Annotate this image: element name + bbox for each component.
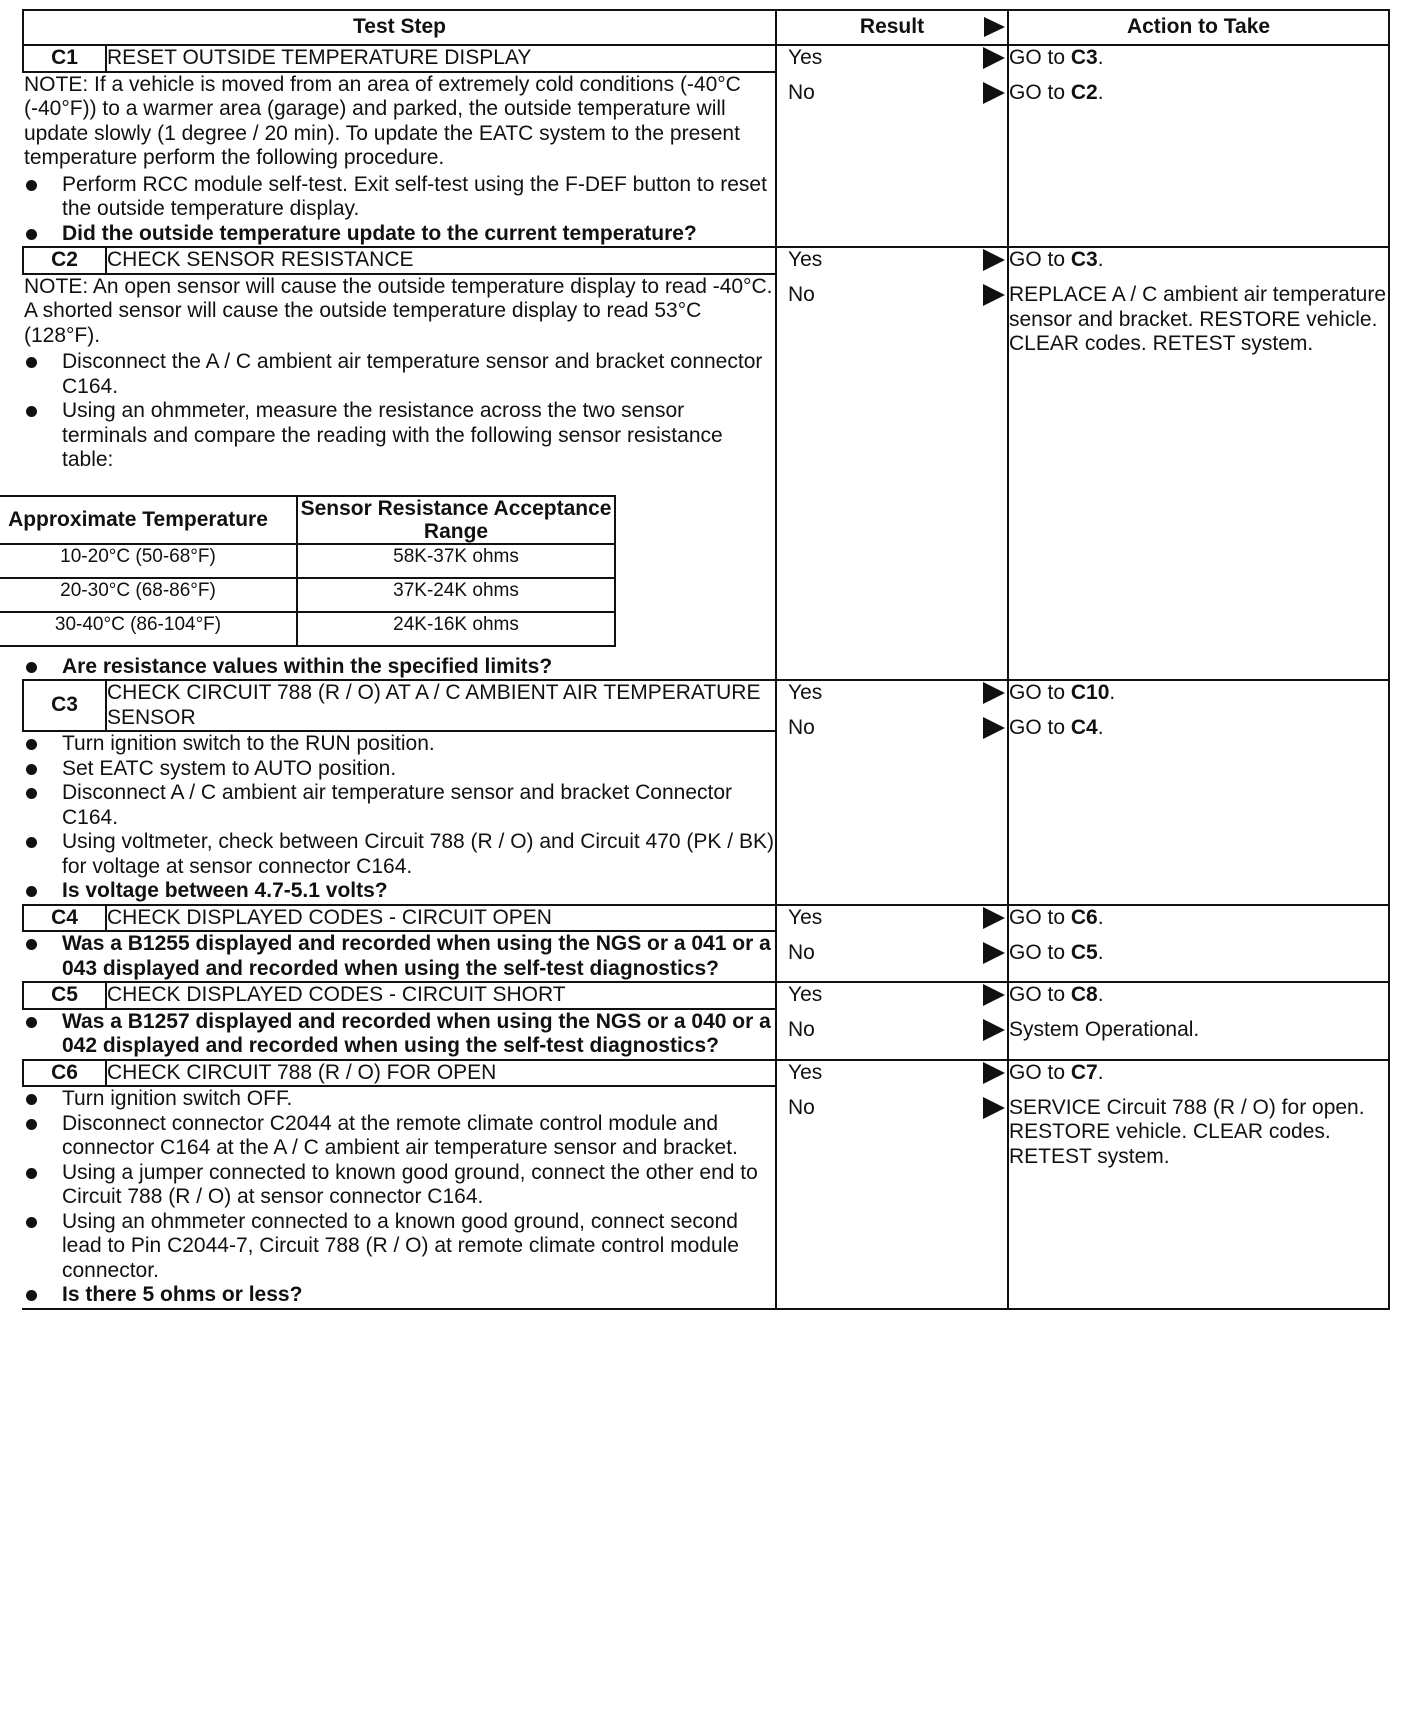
action-prefix: GO to — [1009, 81, 1071, 104]
result-cell — [776, 680, 1008, 905]
action-suffix: . — [1097, 1060, 1104, 1084]
result-label: No — [788, 81, 815, 104]
bullet-icon — [26, 837, 37, 848]
action-text — [1009, 906, 1388, 941]
result-cell — [776, 247, 1008, 680]
result-cell — [776, 982, 1008, 1060]
arrow-right-icon — [983, 82, 1005, 104]
result-label: No — [788, 940, 815, 964]
action-target-step: C8 — [1070, 983, 1098, 1006]
action-target-step: C2 — [1070, 81, 1098, 104]
arrow-right-icon — [983, 907, 1005, 929]
action-suffix: . — [1097, 905, 1104, 929]
action-prefix: GO to — [1009, 248, 1071, 271]
step-bullet — [24, 830, 775, 879]
result-line — [777, 941, 1007, 976]
action-text — [1009, 46, 1388, 81]
result-line — [777, 716, 1007, 751]
step-bullet — [24, 732, 775, 757]
bullet-text: Turn ignition switch to the RUN position. — [62, 732, 435, 755]
action-cell — [1008, 680, 1389, 905]
action-text — [1009, 1061, 1388, 1096]
resistance-cell: 37K-24K ohms — [297, 578, 615, 612]
result-label: No — [788, 1018, 815, 1041]
step-title: CHECK DISPLAYED CODES - CIRCUIT OPEN — [106, 905, 776, 932]
bullet-text: Turn ignition switch OFF. — [62, 1087, 293, 1110]
resistance-cell: 24K-16K ohms — [297, 612, 615, 646]
step-body — [23, 731, 776, 905]
step-bullets — [24, 1010, 775, 1059]
bullet-text: Is voltage between 4.7-5.1 volts? — [62, 879, 388, 902]
result-line — [777, 1096, 1007, 1131]
step-question — [24, 932, 775, 981]
bullet-icon — [26, 764, 37, 775]
bullet-text: Using an ohmmeter, measure the resistance across the two sensor terminals and compare the reading with the following sensor resistance table: — [62, 399, 723, 471]
step-title: CHECK CIRCUIT 788 (R / O) AT A / C AMBIENT AIR TEMPERATURE SENSOR — [106, 680, 776, 731]
step-bullet — [24, 399, 775, 473]
action-prefix: REPLACE A / C ambient air temperature sensor and bracket. RESTORE vehicle. CLEAR codes. RETEST system. — [1009, 283, 1387, 355]
action-cell — [1008, 982, 1389, 1060]
action-cell — [1008, 905, 1389, 983]
header-action: Action to Take — [1008, 10, 1389, 45]
result-cell — [776, 905, 1008, 983]
bullet-text: Using voltmeter, check between Circuit 788 (R / O) and Circuit 470 (PK / BK) for voltage at sensor connector C164. — [62, 830, 774, 878]
bullet-text: Did the outside temperature update to the current temperature? — [62, 221, 697, 245]
bullet-icon — [26, 1094, 37, 1105]
step-bullets — [24, 1087, 775, 1308]
arrow-right-icon — [983, 47, 1005, 69]
resistance-table — [0, 495, 616, 647]
step-title-row — [23, 680, 1389, 731]
arrow-right-icon — [983, 1097, 1005, 1119]
result-line — [777, 46, 1007, 81]
bullet-text: Perform RCC module self-test. Exit self-test using the F-DEF button to reset the outside temperature display. — [62, 172, 767, 220]
step-note: NOTE: If a vehicle is moved from an area of extremely cold conditions (-40°C (-40°F)) to a warmer area (garage) and parked, the outside temperature will update slowly (1 degree / 20 min). To update the EATC system to the present temperature perform the following procedure. — [24, 72, 741, 169]
result-line — [777, 681, 1007, 716]
step-bullets — [24, 350, 775, 473]
step-id: C5 — [23, 982, 106, 1009]
action-prefix: GO to — [1009, 940, 1071, 964]
step-title-row — [23, 45, 1389, 72]
action-prefix: GO to — [1009, 716, 1071, 739]
result-line — [777, 1018, 1007, 1053]
step-id: C2 — [23, 247, 106, 274]
action-suffix: . — [1097, 940, 1104, 964]
step-question — [24, 1283, 775, 1308]
arrow-right-icon — [983, 717, 1005, 739]
action-target-step: C4 — [1070, 716, 1098, 739]
bullet-icon — [26, 788, 37, 799]
step-title: RESET OUTSIDE TEMPERATURE DISPLAY — [106, 45, 776, 72]
action-target-step: C3 — [1070, 248, 1098, 271]
question-text: Are resistance values within the specified limits? — [62, 654, 553, 678]
bullet-icon — [26, 886, 37, 897]
action-suffix: . — [1097, 46, 1104, 69]
step-bullet — [24, 1112, 775, 1161]
step-id: C3 — [23, 680, 106, 731]
bullet-text: Using a jumper connected to known good ground, connect the other end to Circuit 788 (R / O) at sensor connector C164. — [62, 1160, 758, 1208]
bullet-icon — [26, 406, 37, 417]
action-prefix: GO to — [1009, 46, 1071, 69]
action-suffix: . — [1109, 681, 1116, 704]
bullet-text: Was a B1255 displayed and recorded when using the NGS or a 041 or a 043 displayed and recorded when using the self-test diagnostics? — [62, 932, 771, 980]
arrow-right-icon — [983, 1062, 1005, 1084]
action-text — [1009, 1096, 1388, 1170]
action-text — [1009, 941, 1388, 976]
header-result-label: Result — [859, 15, 925, 39]
resistance-header-row — [0, 496, 615, 544]
action-target-step: C10 — [1070, 681, 1110, 704]
step-id: C4 — [23, 905, 106, 932]
step-bullets — [24, 932, 775, 981]
action-cell — [1008, 45, 1389, 247]
result-line — [777, 1061, 1007, 1096]
result-label: No — [788, 283, 815, 306]
action-text — [1009, 983, 1388, 1018]
result-line — [777, 906, 1007, 941]
action-suffix: . — [1097, 248, 1104, 271]
step-bullet — [24, 350, 775, 399]
header-result — [776, 10, 1008, 45]
step-title-row — [23, 247, 1389, 274]
step-body — [23, 72, 776, 248]
result-label: No — [788, 716, 815, 739]
step-body — [23, 1086, 776, 1309]
result-label: Yes — [788, 681, 823, 704]
step-bullet — [24, 1210, 775, 1284]
step-bullets — [24, 655, 775, 680]
action-text — [1009, 81, 1388, 116]
step-bullet — [24, 1161, 775, 1210]
step-bullet — [24, 781, 775, 830]
bullet-text: Disconnect connector C2044 at the remote climate control module and connector C164 at the A / C ambient air temperature sensor and bracket. — [62, 1111, 738, 1159]
result-cell — [776, 1060, 1008, 1309]
action-target-step: C6 — [1070, 905, 1098, 929]
action-text — [1009, 716, 1388, 751]
resistance-table-wrap — [0, 495, 775, 647]
temperature-cell: 10-20°C (50-68°F) — [0, 544, 297, 578]
result-label: No — [788, 1095, 815, 1119]
action-text — [1009, 283, 1388, 357]
arrow-right-icon — [983, 249, 1005, 271]
step-note: NOTE: An open sensor will cause the outside temperature display to read -40°C. A shorted sensor will cause the outside temperature display to read 53°C (128°F). — [24, 274, 773, 347]
action-prefix: GO to — [1009, 681, 1071, 704]
arrow-right-icon — [983, 984, 1005, 1006]
result-line — [777, 248, 1007, 283]
result-label: Yes — [788, 1060, 823, 1084]
bullet-icon — [26, 1290, 37, 1301]
arrow-right-icon — [983, 942, 1005, 964]
bullet-icon — [26, 662, 37, 673]
step-bullet — [24, 1087, 775, 1112]
action-suffix: . — [1097, 716, 1104, 739]
action-cell — [1008, 1060, 1389, 1309]
action-suffix: . — [1097, 983, 1104, 1006]
temperature-cell: 20-30°C (68-86°F) — [0, 578, 297, 612]
action-text — [1009, 248, 1388, 283]
step-question — [24, 222, 775, 247]
result-label: Yes — [788, 46, 823, 69]
step-question — [24, 879, 775, 904]
header-test-step: Test Step — [23, 10, 776, 45]
resistance-header: Sensor Resistance Acceptance Range — [297, 496, 615, 544]
action-target-step: C3 — [1070, 46, 1098, 69]
resistance-row — [0, 544, 615, 578]
result-line — [777, 81, 1007, 116]
bullet-icon — [26, 1119, 37, 1130]
arrow-right-icon — [983, 284, 1005, 306]
step-bullet — [24, 173, 775, 222]
action-prefix: SERVICE Circuit 788 (R / O) for open. RESTORE vehicle. CLEAR codes. RETEST system. — [1009, 1095, 1365, 1168]
diagnostic-table — [8, 9, 1390, 1310]
action-prefix: System Operational. — [1009, 1018, 1200, 1041]
step-bullet — [24, 757, 775, 782]
bullet-icon — [26, 229, 37, 240]
resistance-header: Approximate Temperature — [0, 496, 297, 544]
bullet-icon — [26, 1017, 37, 1028]
header-row — [23, 10, 1389, 45]
result-label: Yes — [788, 248, 823, 271]
result-label: Yes — [788, 983, 823, 1006]
step-title: CHECK SENSOR RESISTANCE — [106, 247, 776, 274]
arrow-right-icon — [983, 682, 1005, 704]
arrow-right-icon — [984, 17, 1005, 37]
bullet-text: Disconnect A / C ambient air temperature sensor and bracket Connector C164. — [62, 781, 733, 829]
step-title: CHECK DISPLAYED CODES - CIRCUIT SHORT — [106, 982, 776, 1009]
step-bullets — [24, 173, 775, 247]
resistance-row — [0, 612, 615, 646]
bullet-text: Set EATC system to AUTO position. — [62, 756, 397, 780]
bullet-text: Using an ohmmeter connected to a known good ground, connect second lead to Pin C2044-7, Circuit 788 (R / O) at remote climate control module connector. — [62, 1209, 739, 1282]
bullet-icon — [26, 1217, 37, 1228]
bullet-text: Was a B1257 displayed and recorded when using the NGS or a 040 or a 042 displayed and recorded when using the self-test diagnostics? — [62, 1009, 771, 1057]
resistance-cell: 58K-37K ohms — [297, 544, 615, 578]
bullet-icon — [26, 739, 37, 750]
bullet-icon — [26, 357, 37, 368]
resistance-row — [0, 578, 615, 612]
step-body — [23, 931, 776, 982]
step-question — [24, 655, 775, 680]
arrow-right-icon — [983, 1019, 1005, 1041]
bullet-icon — [26, 180, 37, 191]
action-text — [1009, 681, 1388, 716]
step-question — [24, 1010, 775, 1059]
step-title-row — [23, 905, 1389, 932]
result-line — [777, 983, 1007, 1018]
result-label: Yes — [788, 905, 823, 929]
result-cell — [776, 45, 1008, 247]
step-body — [23, 1009, 776, 1060]
temperature-cell: 30-40°C (86-104°F) — [0, 612, 297, 646]
step-id: C1 — [23, 45, 106, 72]
action-prefix: GO to — [1009, 983, 1071, 1006]
step-id: C6 — [23, 1060, 106, 1087]
bullet-text: Is there 5 ohms or less? — [62, 1283, 303, 1306]
step-bullets — [24, 732, 775, 904]
step-body — [8, 274, 776, 681]
action-text — [1009, 1018, 1388, 1053]
action-prefix: GO to — [1009, 1060, 1071, 1084]
bullet-text: Disconnect the A / C ambient air temperature sensor and bracket connector C164. — [62, 350, 763, 398]
bullet-icon — [26, 939, 37, 950]
action-target-step: C7 — [1070, 1060, 1098, 1084]
bullet-icon — [26, 1168, 37, 1179]
result-line — [777, 283, 1007, 318]
step-title: CHECK CIRCUIT 788 (R / O) FOR OPEN — [106, 1060, 776, 1087]
action-target-step: C5 — [1070, 940, 1098, 964]
action-cell — [1008, 247, 1389, 680]
action-suffix: . — [1097, 81, 1104, 104]
action-prefix: GO to — [1009, 905, 1071, 929]
step-title-row — [23, 1060, 1389, 1087]
step-title-row — [23, 982, 1389, 1009]
